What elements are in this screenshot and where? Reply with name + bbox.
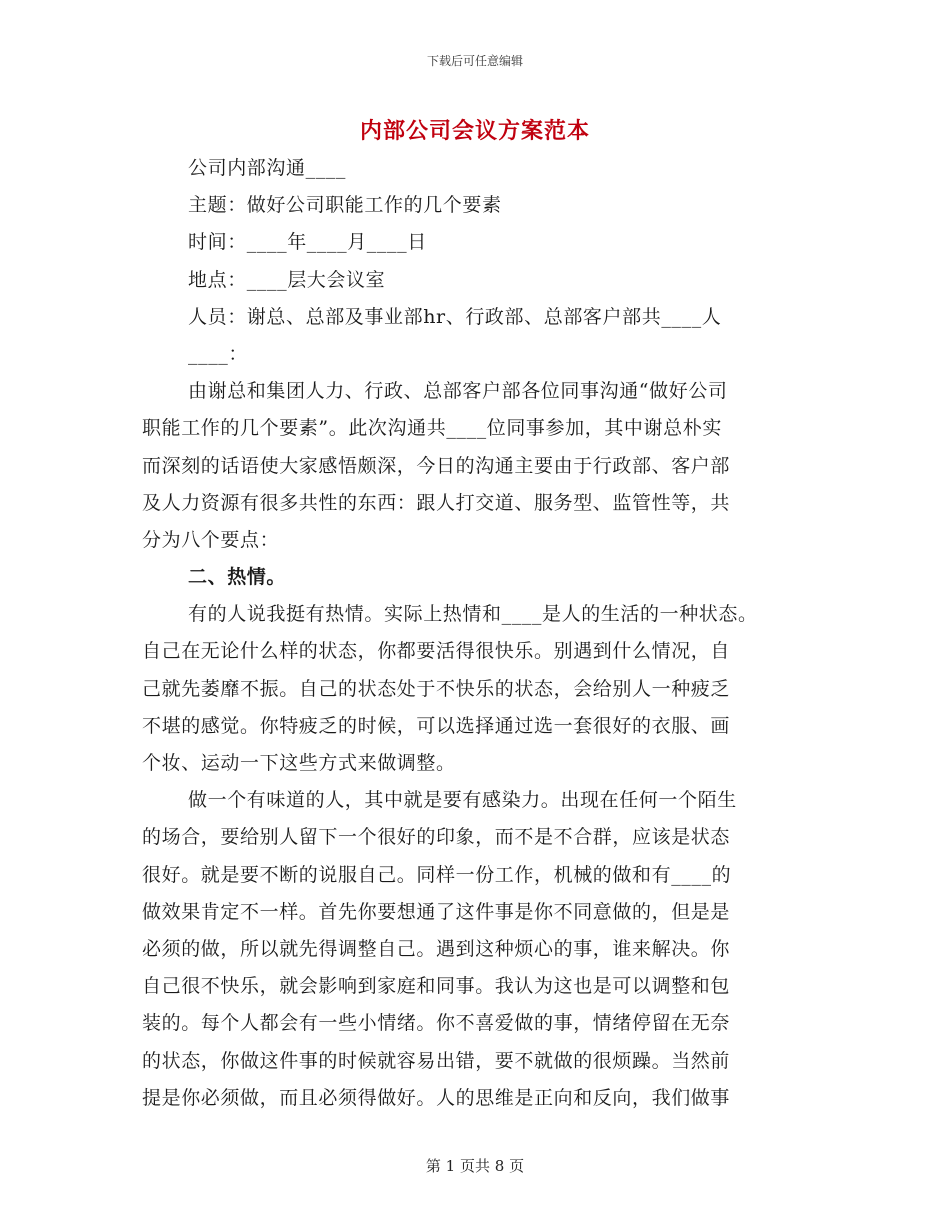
document-body bbox=[142, 150, 812, 1117]
meeting-name-line: 公司内部沟通____ bbox=[188, 157, 347, 179]
paragraph-line: 己就先萎靡不振。自己的状态处于不快乐的状态，会给别人一种疲乏 bbox=[142, 677, 731, 700]
topic-line: 主题：做好公司职能工作的几个要素 bbox=[188, 194, 502, 217]
paragraph-line: 有的人说我挺有热情。实际上热情和____是人的生活的一种状态。 bbox=[188, 603, 758, 626]
paragraph-line: 很好。就是要不断的说服自己。同样一份工作，机械的做和有____的 bbox=[142, 863, 732, 886]
blank-line: ____： bbox=[188, 342, 249, 365]
paragraph-line: 提是你必须做，而且必须得做好。人的思维是正向和反向，我们做事 bbox=[142, 1086, 731, 1109]
paragraph-line: 的状态，你做这件事的时候就容易出错，要不就做的很烦躁。当然前 bbox=[142, 1049, 731, 1072]
paragraph-line: 自己在无论什么样的状态，你都要活得很快乐。别遇到什么情况，自 bbox=[142, 640, 731, 663]
paragraph-line: 及人力资源有很多共性的东西：跟人打交道、服务型、监管性等，共 bbox=[142, 491, 731, 514]
page-footer: 第 1 页共 8 页 bbox=[425, 1157, 525, 1175]
paragraph-line: 分为八个要点： bbox=[142, 528, 280, 551]
paragraph-line: 必须的做，所以就先得调整自己。遇到这种烦心的事，谁来解决。你 bbox=[142, 937, 731, 960]
paragraph-line: 装的。每个人都会有一些小情绪。你不喜爱做的事，情绪停留在无奈 bbox=[142, 1012, 731, 1035]
paragraph-line: 职能工作的几个要素”。此次沟通共____位同事参加，其中谢总朴实 bbox=[142, 417, 722, 440]
paragraph-line: 而深刻的话语使大家感悟颇深，今日的沟通主要由于行政部、客户部 bbox=[142, 454, 731, 477]
paragraph-line: 不堪的感觉。你特疲乏的时候，可以选择通过选一套很好的衣服、画 bbox=[142, 714, 731, 737]
paragraph-line: 自己很不快乐，就会影响到家庭和同事。我认为这也是可以调整和包 bbox=[142, 975, 731, 998]
paragraph-line: 做一个有味道的人，其中就是要有感染力。出现在任何一个陌生 bbox=[188, 789, 737, 812]
paragraph-line: 做效果肯定不一样。首先你要想通了这件事是你不同意做的，但是是 bbox=[142, 900, 731, 923]
paragraph-line: 个妆、运动一下这些方式来做调整。 bbox=[142, 752, 456, 774]
time-line: 时间：____年____月____日 bbox=[188, 231, 427, 254]
attendees-line: 人员：谢总、总部及事业部hr、行政部、总部客户部共____人 bbox=[188, 305, 722, 328]
paragraph-line: 由谢总和集团人力、行政、总部客户部各位同事沟通“做好公司 bbox=[188, 380, 728, 403]
document-title: 内部公司会议方案范本 bbox=[359, 118, 590, 144]
header-note: 下载后可任意编辑 bbox=[426, 54, 523, 68]
section-heading: 二、热情。 bbox=[188, 566, 287, 589]
location-line: 地点：____层大会议室 bbox=[188, 268, 386, 291]
paragraph-line: 的场合，要给别人留下一个很好的印象，而不是不合群，应该是状态 bbox=[142, 826, 731, 849]
